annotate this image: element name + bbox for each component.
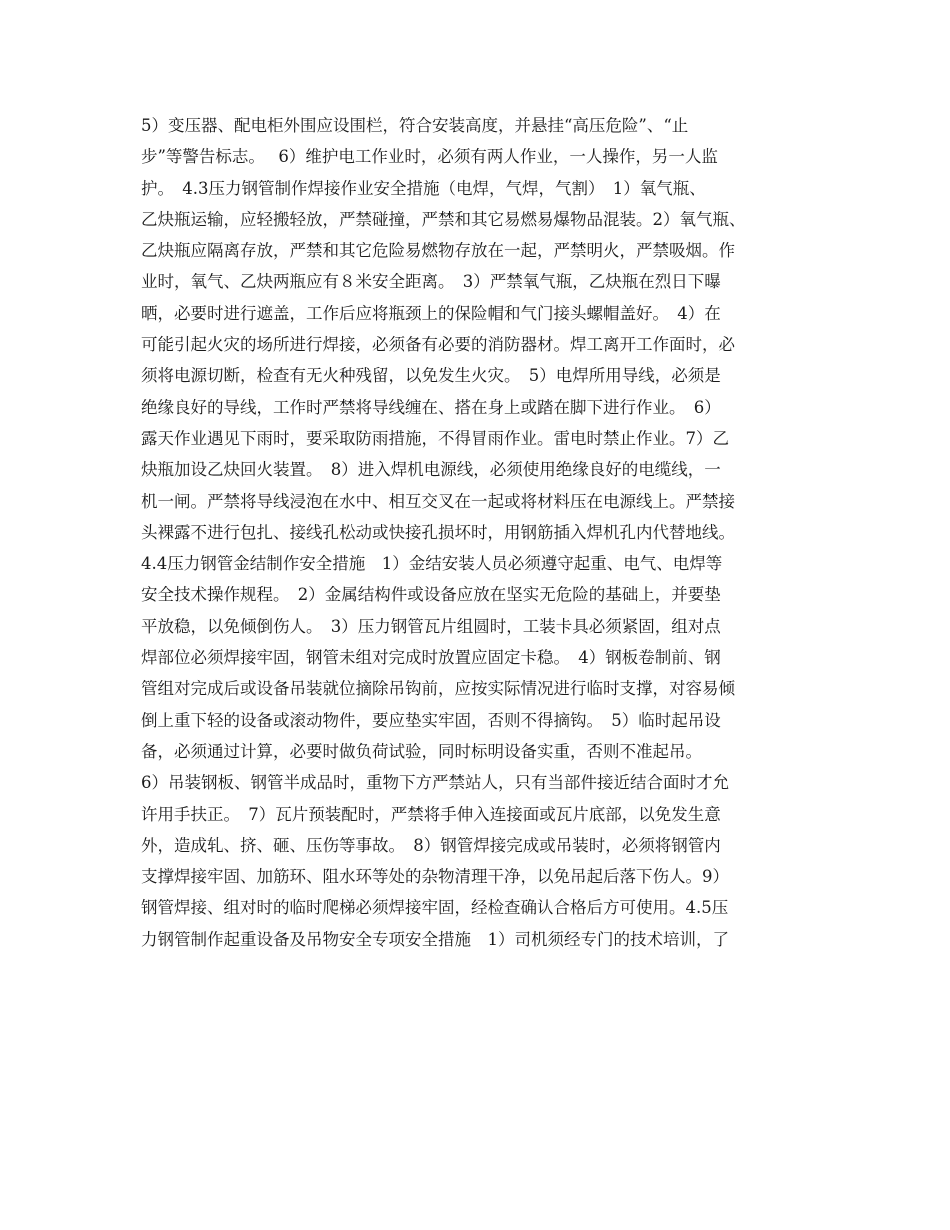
text-line: 倒上重下轻的设备或滚动物件，要应垫实牢固，否则不得摘钩。 5）临时起吊设 (141, 710, 721, 730)
text-line: 焊部位必须焊接牢固，钢管未组对完成时放置应固定卡稳。 4）钢板卷制前、钢 (141, 648, 721, 668)
text-line: 外，造成轧、挤、砸、压伤等事故。 8）钢管焊接完成或吊装时，必须将钢管内 (141, 835, 721, 855)
text-line: 许用手扶正。 7）瓦片预装配时，严禁将手伸入连接面或瓦片底部，以免发生意 (141, 804, 721, 824)
text-line: 露天作业遇见下雨时，要采取防雨措施，不得冒雨作业。雷电时禁止作业。7）乙 (141, 428, 729, 448)
body-text (141, 110, 841, 955)
text-line: 头裸露不进行包扎、接线孔松动或快接孔损坏时，用钢筋插入焊机孔内代替地线。 (141, 522, 735, 542)
text-line: 支撑焊接牢固、加筋环、阻水环等处的杂物清理干净，以免吊起后落下伤人。9） (141, 867, 729, 887)
text-line: 6）吊装钢板、钢管半成品时，重物下方严禁站人，只有当部件接近结合面时才允 (141, 773, 729, 793)
text-line: 安全技术操作规程。 2）金属结构件或设备应放在坚实无危险的基础上，并要垫 (141, 585, 721, 605)
text-line: 机一闸。严禁将导线浸泡在水中、相互交叉在一起或将材料压在电源线上。严禁接 (141, 491, 735, 511)
text-line: 业时，氧气、乙炔两瓶应有８米安全距离。 3）严禁氧气瓶，乙炔瓶在烈日下曝 (141, 272, 721, 292)
text-line: 乙炔瓶运输，应轻搬轻放，严禁碰撞，严禁和其它易燃易爆物品混装。2）氧气瓶、 (141, 209, 746, 229)
text-line: 备，必须通过计算，必要时做负荷试验，同时标明设备实重，否则不准起吊。 (141, 741, 702, 761)
text-line: 力钢管制作起重设备及吊物安全专项安全措施 1）司机须经专门的技术培训，了 (141, 929, 729, 949)
text-line: 步”等警告标志。 6）维护电工作业时，必须有两人作业，一人操作，另一人监 (141, 147, 718, 167)
text-line: 绝缘良好的导线，工作时严禁将导线缠在、搭在身上或踏在脚下进行作业。 6） (141, 397, 721, 417)
text-line: 4.4压力钢管金结制作安全措施 1）金结安装人员必须遵守起重、电气、电焊等 (141, 554, 723, 574)
text-line: 平放稳，以免倾倒伤人。 3）压力钢管瓦片组圆时，工装卡具必须紧固，组对点 (141, 616, 721, 636)
text-line: 护。 4.3压力钢管制作焊接作业安全措施（电焊，气焊，气割） 1）氧气瓶、 (141, 178, 706, 198)
text-line: 5）变压器、配电柜外围应设围栏，符合安装高度，并悬挂“高压危险”、“止 (141, 116, 689, 135)
text-line: 晒，必要时进行遮盖，工作后应将瓶颈上的保险帽和气门接头螺帽盖好。 4）在 (141, 303, 721, 323)
text-line: 钢管焊接、组对时的临时爬梯必须焊接牢固，经检查确认合格后方可使用。4.5压 (141, 898, 729, 918)
text-line: 可能引起火灾的场所进行焊接，必须备有必要的消防器材。焊工离开工作面时，必 (141, 335, 735, 355)
text-line: 炔瓶加设乙炔回火装置。 8）进入焊机电源线，必须使用绝缘良好的电缆线，一 (141, 460, 721, 480)
text-line: 管组对完成后或设备吊装就位摘除吊钩前，应按实际情况进行临时支撑，对容易倾 (141, 679, 735, 699)
text-line: 乙炔瓶应隔离存放，严禁和其它危险易燃物存放在一起，严禁明火，严禁吸烟。作 (141, 241, 735, 261)
text-line: 须将电源切断，检查有无火种残留，以免发生火灾。 5）电焊所用导线，必须是 (141, 366, 721, 386)
